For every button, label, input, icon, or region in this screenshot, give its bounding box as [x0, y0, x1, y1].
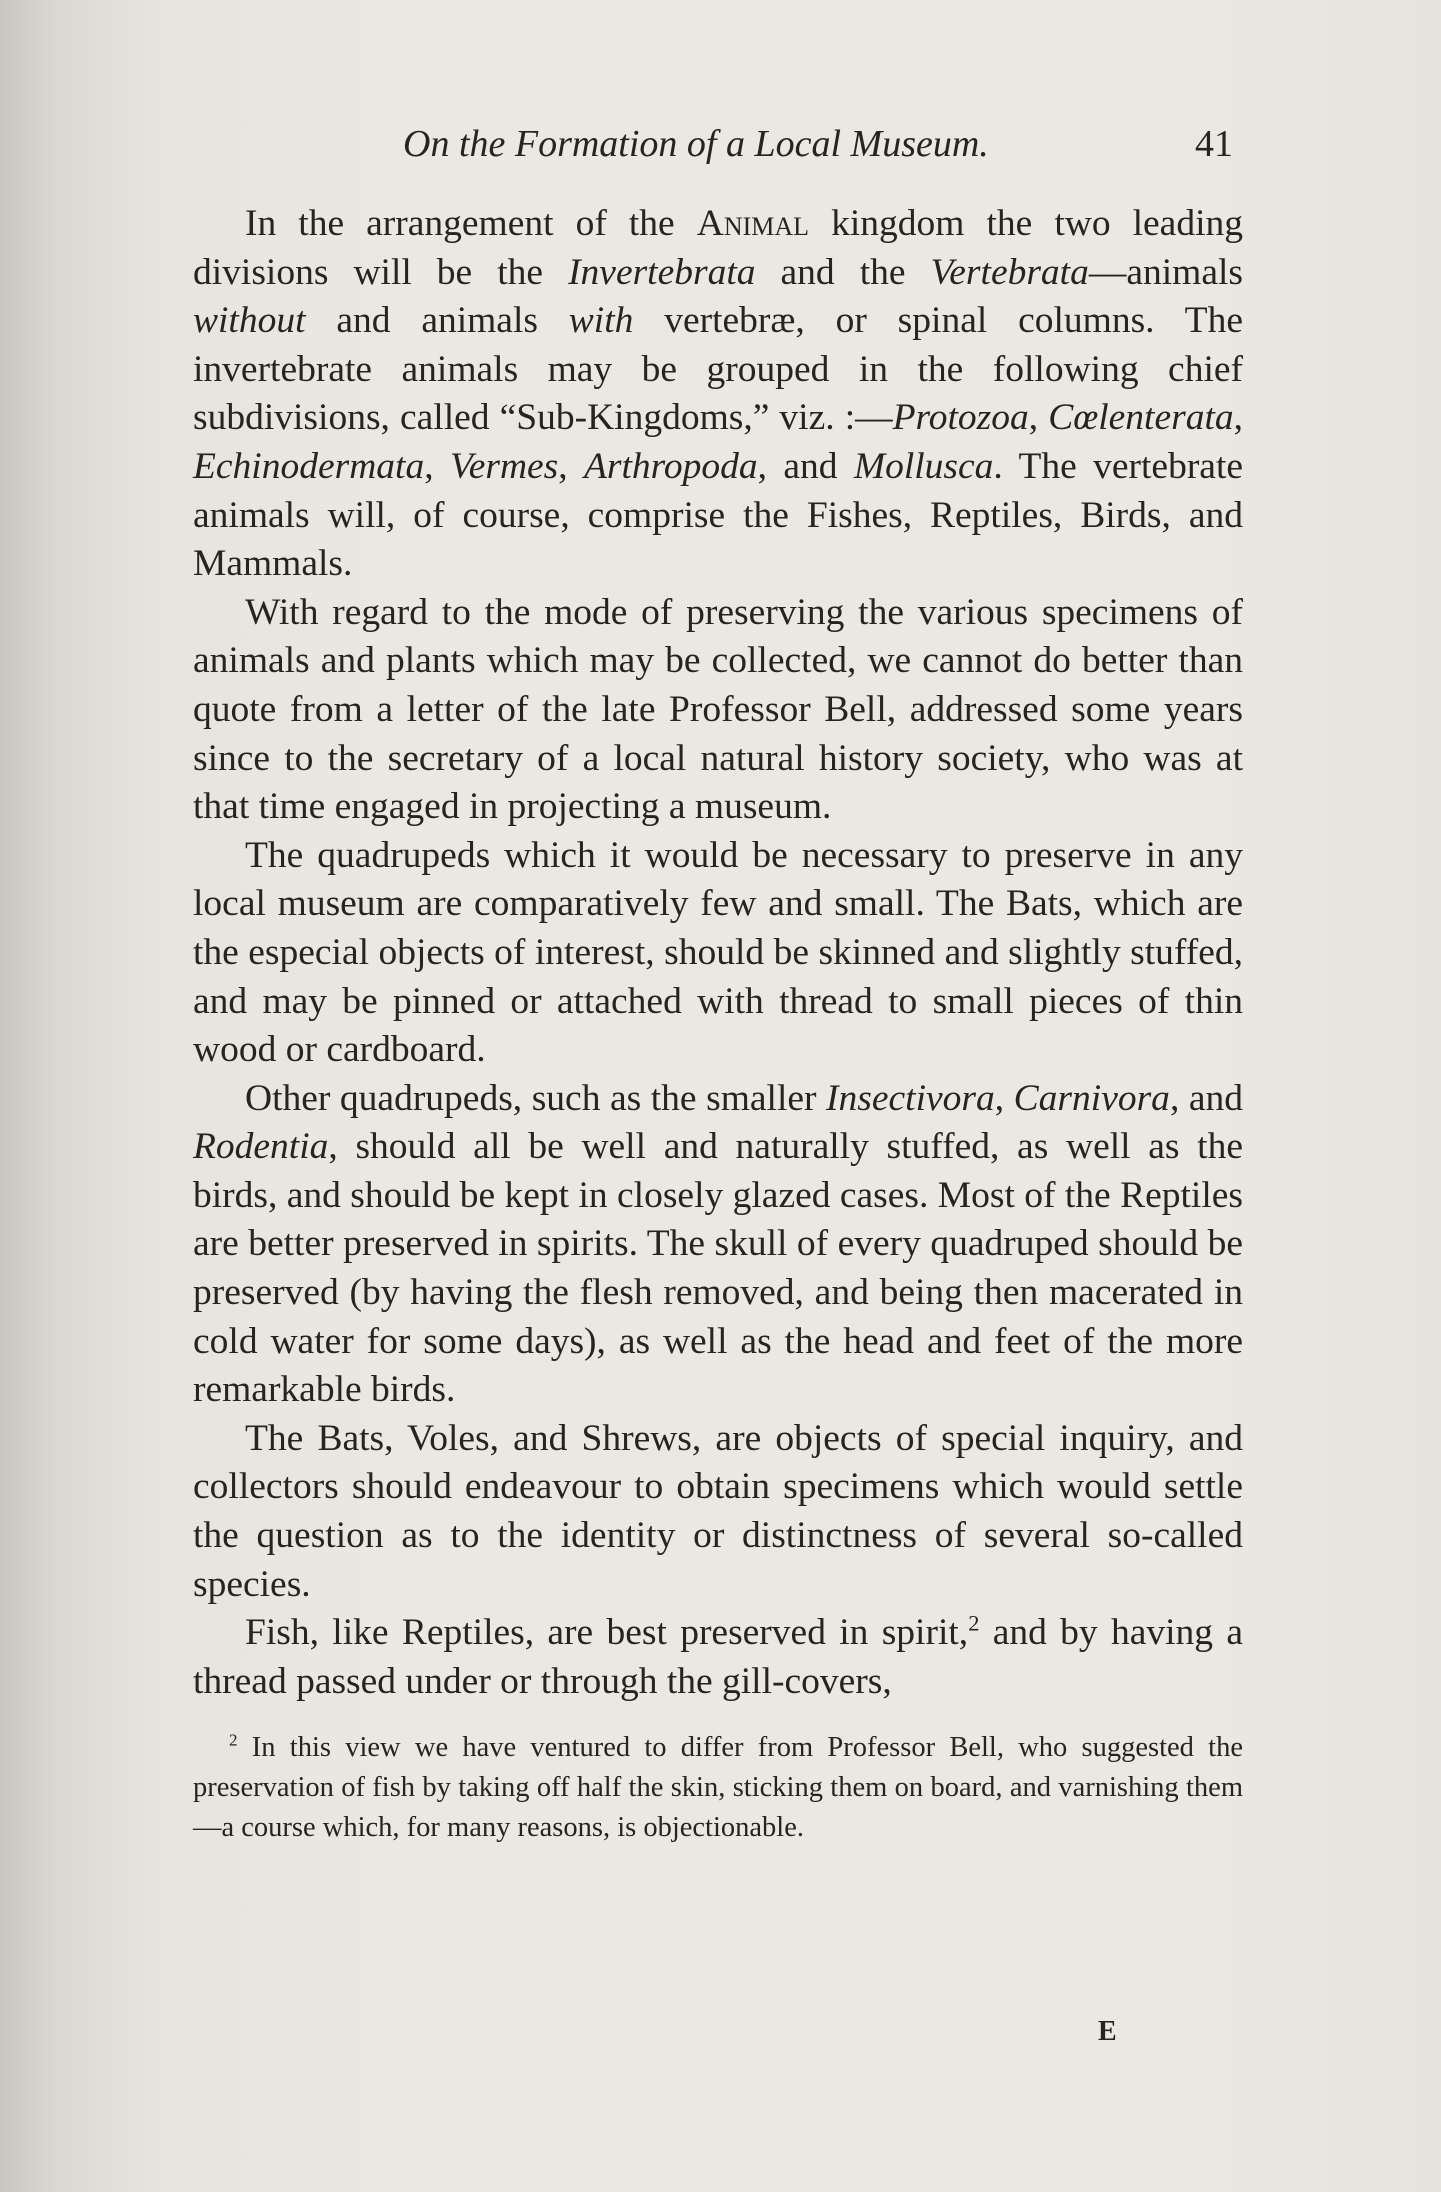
- text-run: vertebræ, or spinal columns. The invertebrate animals may be grouped in the following chief subdivisions, called “Sub-Kingdoms,” viz. :—: [193, 300, 1243, 439]
- term-vermes: Vermes: [449, 445, 559, 487]
- text-run: ,: [994, 1077, 1014, 1119]
- text-run: ,: [424, 445, 450, 487]
- term-vertebrata: Vertebrata: [930, 251, 1089, 293]
- running-title: On the Formation of a Local Museum.: [403, 123, 989, 165]
- term-mollusca: Mollusca: [853, 445, 994, 487]
- text-run: . The vertebrate animals will, of course, comprise the Fishes, Reptiles, Birds, and Mammals.: [193, 445, 1244, 585]
- term-rodentia: Rodentia: [193, 1126, 329, 1168]
- term-insectivora: Insectivora: [826, 1077, 995, 1119]
- text-run: Other quadrupeds, such as the smaller: [245, 1077, 827, 1119]
- text-run: —animals: [1088, 251, 1243, 293]
- paragraph-other-quadrupeds: [193, 1075, 1243, 1415]
- text-run: Fish, like Reptiles, are best preserved in spirit,: [245, 1612, 969, 1654]
- text-run: kingdom the two leading divisions will be the: [193, 203, 1243, 293]
- term-with: with: [568, 300, 634, 342]
- text-run: In the arrangement of the: [245, 203, 697, 244]
- text-run: ,: [1028, 397, 1049, 439]
- paragraph-fish: [193, 1609, 1243, 1706]
- term-echinodermata: Echinodermata: [193, 445, 425, 487]
- text-run: and the: [755, 251, 931, 293]
- paragraph-animal-kingdom: [193, 200, 1243, 589]
- paragraph-preserving-specimens: With regard to the mode of preserving the various specimens of animals and plants which may be collected, we cannot do better than quote from a letter of the late Professor Bell, addressed some years since to the secretary of a local natural history society, who was at that time engaged in projecting a museum.: [193, 591, 1243, 828]
- paragraph-quadrupeds: The quadrupeds which it would be necessary to preserve in any local museum are comparatively few and small. The Bats, which are the especial objects of interest, should be skinned and slightly stuffed, and may be pinned or attached with thread to small pieces of thin wood or cardboard.: [193, 834, 1243, 1071]
- text-run: and by having a thread passed under or through the gill-covers,: [193, 1612, 1243, 1702]
- page-text-block: [193, 110, 1243, 1877]
- term-animal: Animal: [696, 203, 810, 244]
- text-run: ,: [558, 445, 584, 487]
- term-arthropoda: Arthropoda: [584, 445, 758, 487]
- footnote-marker: 2: [229, 1730, 238, 1750]
- term-coelenterata: Cœlenterata: [1048, 397, 1234, 439]
- running-head: [193, 110, 1243, 170]
- term-protozoa: Protozoa: [892, 397, 1029, 439]
- text-run: ,: [1233, 397, 1243, 439]
- footnote-text: In this view we have ventured to differ from Professor Bell, who suggested the preservation of fish by taking off half the skin, sticking them on board, and varnishing them—a course which, for many reasons, is objectionable.: [193, 1732, 1243, 1844]
- text-run: and animals: [305, 300, 569, 342]
- text-run: , and: [757, 445, 854, 487]
- footnote-reference: 2: [968, 1610, 980, 1636]
- term-carnivora: Carnivora: [1013, 1077, 1170, 1119]
- text-run: , and: [1169, 1077, 1243, 1119]
- text-run: , should all be well and naturally stuffed, as well as the birds, and should be kept in closely glazed cases. Most of the Reptiles are better preserved in spirits. The skull of every quadruped should be preserved (by having the flesh removed, and being then macerated in cold water for some days), as well as the head and feet of the more remarkable birds.: [193, 1126, 1243, 1411]
- term-invertebrata: Invertebrata: [568, 251, 756, 293]
- signature-mark: E: [1098, 2016, 1117, 2047]
- term-without: without: [193, 300, 306, 342]
- page-number: 41: [1195, 123, 1233, 165]
- paragraph-bats-voles-shrews: The Bats, Voles, and Shrews, are objects of special inquiry, and collectors should endeavour to obtain specimens which would settle the question as to the identity or distinctness of several so-called species.: [193, 1417, 1243, 1605]
- footnote: [193, 1728, 1243, 1848]
